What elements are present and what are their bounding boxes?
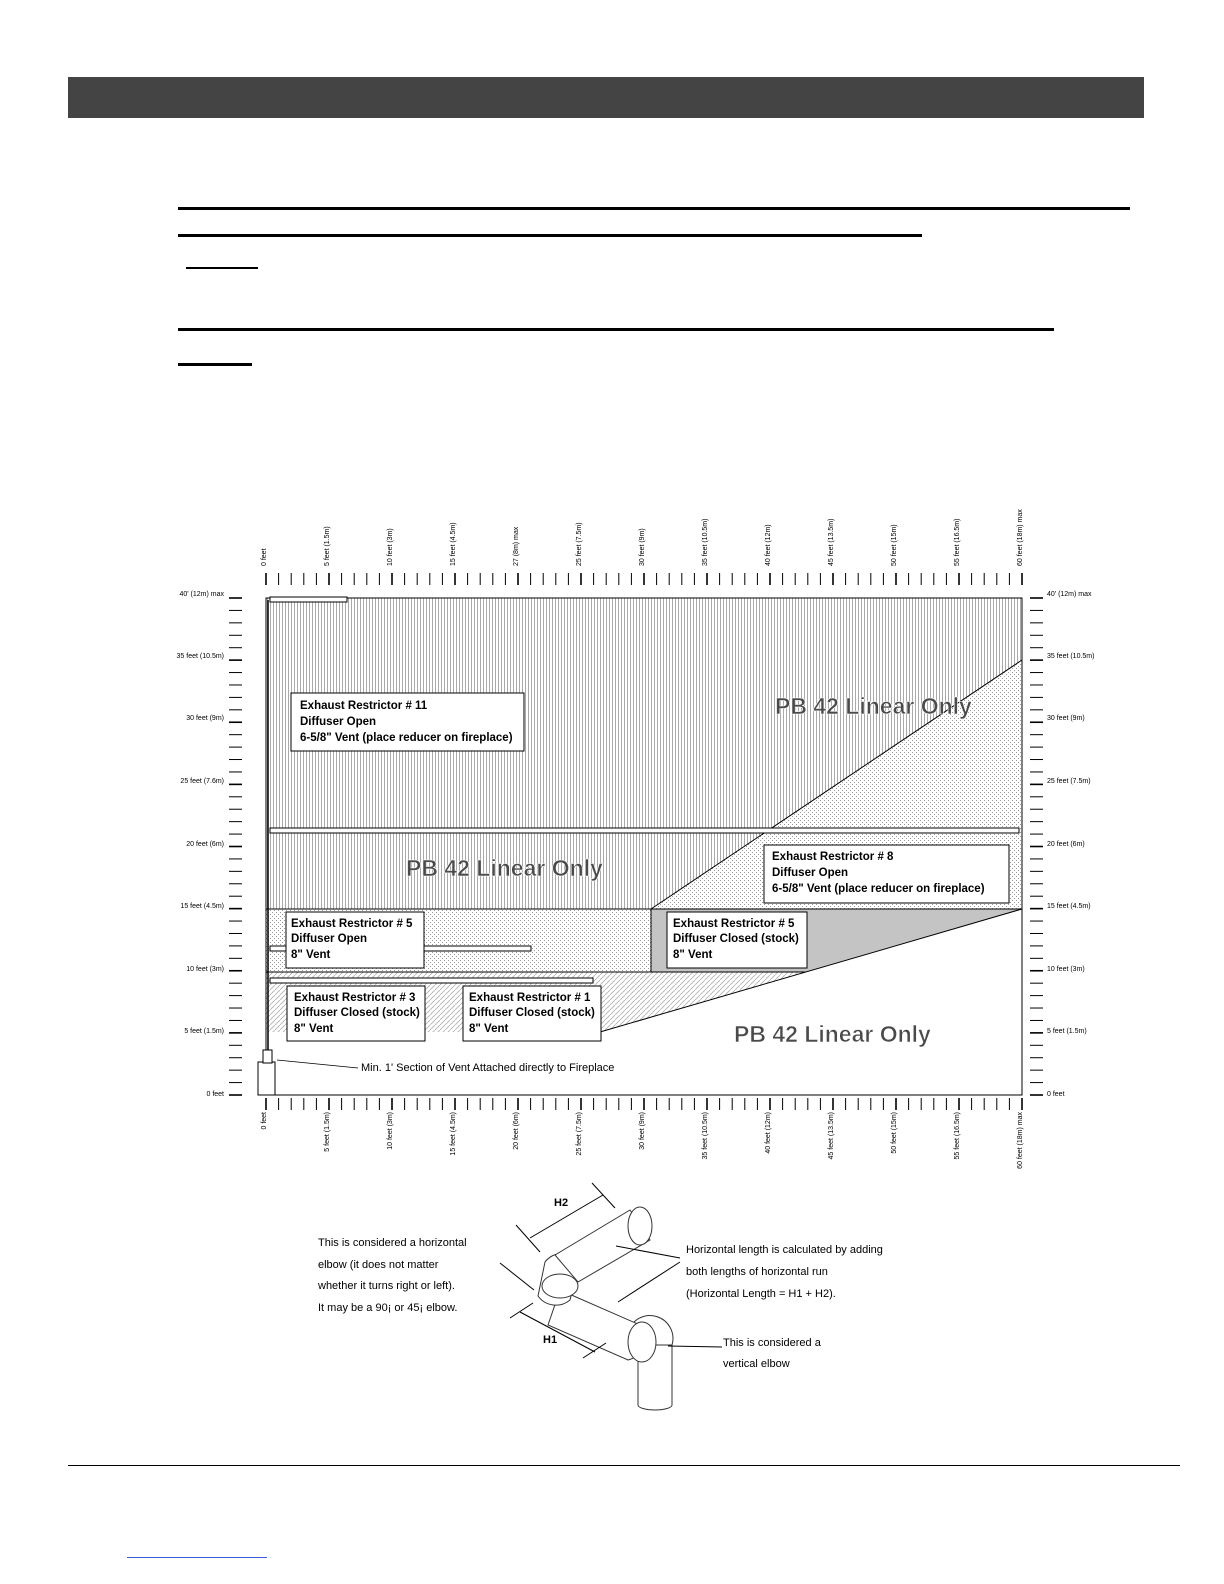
h2-label: H2 — [554, 1197, 569, 1209]
left-axis-labels — [177, 591, 225, 1098]
top-tick-label: 50 feet (15m) — [891, 524, 898, 566]
left-tick-label: 5 feet (1.5m) — [184, 1028, 224, 1035]
left-tick-label: 15 feet (4.5m) — [180, 903, 224, 910]
box-line: 8" Vent — [469, 1023, 509, 1035]
vertical-elbow-note — [723, 1337, 822, 1370]
top-tick-label: 5 feet (1.5m) — [324, 526, 331, 566]
note-line: both lengths of horizontal run — [686, 1266, 828, 1278]
left-tick-label: 10 feet (3m) — [186, 966, 224, 973]
zone-label-middle: PB 42 Linear Only — [406, 855, 603, 881]
bottom-tick-label: 10 feet (3m) — [387, 1112, 394, 1150]
box-line: Exhaust Restrictor # 11 — [300, 700, 428, 712]
box-restrictor-3 — [287, 986, 425, 1041]
note-line: It may be a 90¡ or 45¡ elbow. — [318, 1302, 458, 1314]
box-line: 6-5/8" Vent (place reducer on fireplace) — [300, 732, 513, 744]
bottom-tick-label: 45 feet (13.5m) — [828, 1112, 835, 1160]
box-line: Exhaust Restrictor # 8 — [772, 851, 894, 863]
left-tick-label: 20 feet (6m) — [186, 841, 224, 848]
footer-link-underline[interactable] — [127, 1557, 267, 1558]
bottom-tick-label: 20 feet (6m) — [513, 1112, 520, 1150]
left-tick-label: 0 feet — [206, 1091, 224, 1098]
bottom-tick-label: 60 feet (18m) max — [1017, 1112, 1024, 1169]
top-tick-label: 35 feet (10.5m) — [702, 518, 709, 566]
h1-label: H1 — [543, 1334, 558, 1346]
top-tick-label: 30 feet (9m) — [639, 528, 646, 566]
bottom-tick-label: 50 feet (15m) — [891, 1112, 898, 1154]
note-line: Horizontal length is calculated by adding — [686, 1244, 883, 1256]
box-line: Diffuser Closed (stock) — [469, 1007, 595, 1019]
vent-pipe-40ft — [270, 597, 347, 602]
vent-pipe-20ft — [270, 828, 1019, 833]
left-tick-label: 30 feet (9m) — [186, 715, 224, 722]
bottom-tick-label: 40 feet (12m) — [765, 1112, 772, 1154]
bottom-tick-label: 15 feet (4.5m) — [450, 1112, 457, 1156]
left-tick-label: 40' (12m) max — [179, 591, 224, 598]
box-restrictor-8 — [764, 845, 1009, 903]
bottom-tick-label: 0 feet — [261, 1112, 268, 1130]
top-tick-label: 0 feet — [261, 548, 268, 566]
right-tick-label: 5 feet (1.5m) — [1047, 1028, 1087, 1035]
box-line: Exhaust Restrictor # 1 — [469, 992, 591, 1004]
top-tick-label: 40 feet (12m) — [765, 524, 772, 566]
bottom-tick-label: 25 feet (7.5m) — [576, 1112, 583, 1156]
box-line: 6-5/8" Vent (place reducer on fireplace) — [772, 883, 985, 895]
box-line: 8" Vent — [291, 949, 331, 961]
bottom-axis-labels — [261, 1112, 1024, 1169]
note-line: vertical elbow — [723, 1358, 790, 1370]
box-line: Diffuser Open — [300, 716, 377, 728]
zone-label-bottom-right: PB 42 Linear Only — [734, 1021, 931, 1047]
top-tick-label: 60 feet (18m) max — [1017, 509, 1024, 566]
horizontal-elbow-note — [317, 1237, 467, 1314]
right-tick-label: 20 feet (6m) — [1047, 841, 1085, 848]
box-line: Diffuser Closed (stock) — [673, 933, 799, 945]
left-tick-label: 25 feet (7.6m) — [180, 778, 224, 785]
right-tick-label: 30 feet (9m) — [1047, 715, 1085, 722]
box-restrictor-5-open — [286, 912, 424, 968]
box-line: Exhaust Restrictor # 5 — [673, 918, 795, 930]
vent-pipe-9ft — [270, 978, 593, 983]
top-tick-label: 10 feet (3m) — [387, 528, 394, 566]
top-tick-label: 25 feet (7.5m) — [576, 522, 583, 566]
note-line: This is considered a horizontal — [318, 1237, 467, 1249]
bottom-tick-label: 35 feet (10.5m) — [702, 1112, 709, 1160]
top-axis-labels — [261, 509, 1024, 566]
right-tick-label: 35 feet (10.5m) — [1047, 653, 1095, 660]
bottom-tick-label: 5 feet (1.5m) — [324, 1112, 331, 1152]
min-section-note: Min. 1' Section of Vent Attached directly to Fireplace — [361, 1062, 615, 1074]
top-tick-label: 15 feet (4.5m) — [450, 522, 457, 566]
right-tick-label: 10 feet (3m) — [1047, 966, 1085, 973]
vent-collar — [263, 1050, 272, 1063]
bottom-tick-label: 30 feet (9m) — [639, 1112, 646, 1150]
box-line: 8" Vent — [673, 949, 713, 961]
right-tick-label: 40' (12m) max — [1047, 591, 1092, 598]
box-restrictor-5-closed — [667, 912, 807, 968]
right-tick-label: 15 feet (4.5m) — [1047, 903, 1091, 910]
zone-label-top-right: PB 42 Linear Only — [775, 693, 972, 719]
horizontal-length-note — [686, 1244, 883, 1300]
box-line: Exhaust Restrictor # 5 — [291, 918, 413, 930]
top-tick-label: 45 feet (13.5m) — [828, 518, 835, 566]
right-axis-labels — [1047, 591, 1094, 1098]
bottom-tick-label: 55 feet (16.5m) — [954, 1112, 961, 1160]
box-line: Diffuser Open — [772, 867, 849, 879]
box-line: Exhaust Restrictor # 3 — [294, 992, 416, 1004]
footer-rule — [68, 1465, 1180, 1466]
left-tick-label: 35 feet (10.5m) — [176, 653, 224, 660]
box-restrictor-11 — [291, 693, 524, 751]
box-line: Diffuser Closed (stock) — [294, 1007, 420, 1019]
box-line: Diffuser Open — [291, 933, 368, 945]
right-tick-label: 25 feet (7.5m) — [1047, 778, 1091, 785]
box-line: 8" Vent — [294, 1023, 334, 1035]
top-tick-label: 27 (8m) max — [513, 526, 520, 566]
box-restrictor-1 — [463, 986, 601, 1041]
right-tick-label: 0 feet — [1047, 1091, 1065, 1098]
note-line: This is considered a — [723, 1337, 821, 1349]
fireplace-unit — [258, 1062, 275, 1095]
elbow-illustration — [538, 1207, 673, 1410]
top-tick-label: 55 feet (16.5m) — [954, 518, 961, 566]
note-line: elbow (it does not matter — [318, 1259, 439, 1271]
note-line: whether it turns right or left). — [318, 1280, 455, 1292]
note-line: (Horizontal Length = H1 + H2). — [686, 1288, 836, 1300]
